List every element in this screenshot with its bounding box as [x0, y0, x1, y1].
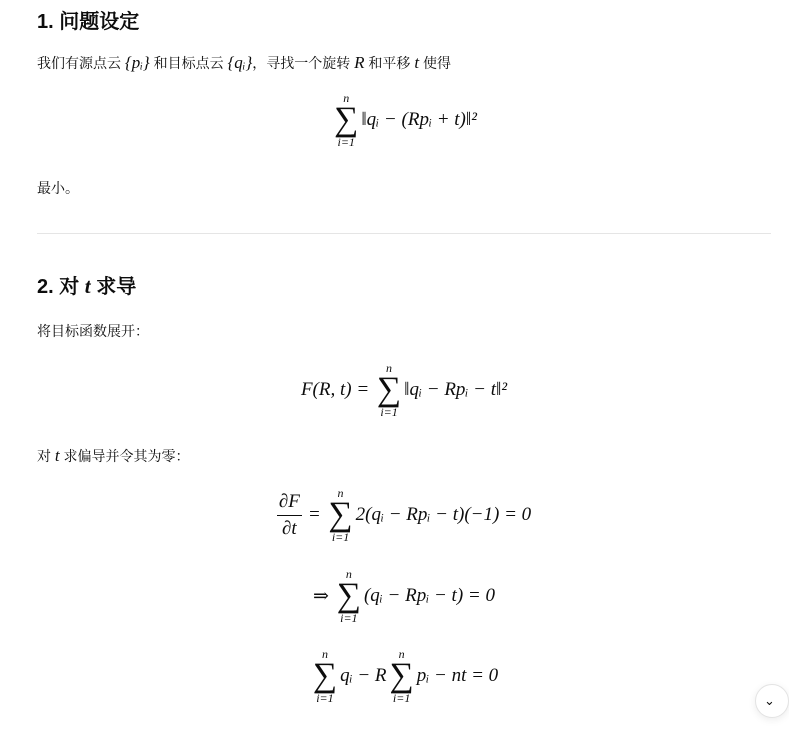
math-t: t	[414, 53, 420, 72]
math-R: R	[354, 53, 365, 72]
formula-body: ‖qᵢ − (Rpᵢ + t)‖²	[361, 109, 477, 131]
chevron-down-icon: ⌄	[764, 693, 775, 708]
formula-body: ‖qᵢ − Rpᵢ − t‖²	[404, 379, 508, 401]
summation: n ∑ i=1	[336, 567, 361, 626]
text: 使得	[419, 55, 451, 71]
implication-formula: ⇒ n ∑ i=1 (qᵢ − Rpᵢ − t) = 0	[313, 567, 495, 626]
expanded-formula	[37, 362, 771, 418]
text: ，寻找一个旋转	[252, 55, 355, 71]
text: 和目标点云	[149, 55, 228, 71]
derivative-text: 对 t 求偏导并令其为零：	[37, 446, 190, 465]
summation: n ∑ i=1	[376, 361, 402, 420]
math-p: {pᵢ}	[124, 53, 150, 72]
summation: n ∑ i=1	[334, 91, 359, 150]
formula-body: (qᵢ − Rpᵢ − t) = 0	[363, 585, 495, 607]
text: 和平移	[364, 55, 415, 71]
minimize-text: 最小。	[37, 180, 79, 196]
expand-text: 将目标函数展开：	[37, 323, 149, 339]
scroll-to-bottom-button[interactable]	[755, 684, 789, 718]
math-q: {qᵢ}	[227, 53, 253, 72]
summation: n ∑ i=1	[312, 647, 338, 706]
section-2-heading: 2. 对 t 求导	[37, 274, 137, 298]
formula-body: 2(qᵢ − Rpᵢ − t)(−1) = 0	[355, 504, 532, 526]
objective-formula	[37, 92, 771, 148]
section-1-paragraph	[37, 53, 451, 73]
divider	[37, 233, 771, 234]
text: 我们有源点云	[37, 55, 125, 71]
derivative-formula: $\frac{\partial F}{\partial t}$ = n ∑ i=1 2(qᵢ − Rpᵢ − t)(−1) = 0	[278, 486, 532, 545]
fraction: $\frac{\partial F}{\partial t}$	[278, 490, 300, 539]
summation: n ∑ i=1	[389, 647, 414, 706]
summation: n ∑ i=1	[328, 486, 353, 545]
sum-split-formula: n ∑ i=1 qᵢ − R n ∑ i=1 pᵢ − nt = 0	[312, 647, 499, 706]
formula-lhs: F(R, t) =	[300, 379, 374, 401]
formula-body: pᵢ − nt = 0	[416, 665, 499, 687]
section-1-heading: 1. 问题设定	[37, 11, 140, 33]
